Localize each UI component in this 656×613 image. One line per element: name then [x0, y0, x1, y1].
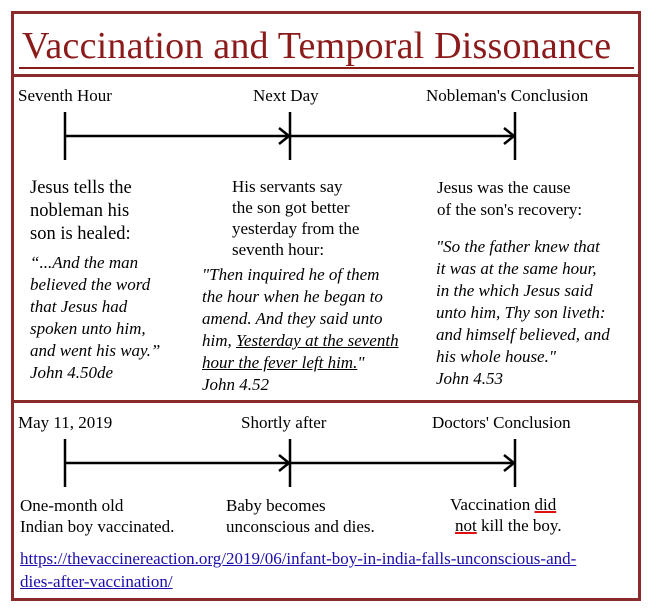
- gospel-col3-ref: John 4.53: [436, 369, 504, 388]
- gospel-col2-quote-4-underlined: Yesterday at the seventh: [236, 331, 399, 350]
- gospel-col3-quote-3: in the which Jesus said: [436, 281, 593, 300]
- gospel-col1-quote-4: spoken unto him,: [30, 319, 146, 338]
- gospel-label-seventh-hour: Seventh Hour: [18, 86, 112, 105]
- gospel-col3-quote-2: it was at the same hour,: [436, 259, 597, 278]
- gospel-col2-quote-5-suffix: ": [357, 353, 365, 372]
- gospel-col2-intro-3: yesterday from the: [232, 219, 360, 238]
- gospel-col2-quote-2: the hour when he began to: [202, 287, 383, 306]
- source-link[interactable]: [20, 547, 576, 593]
- vaccine-col1-line-2: Indian boy vaccinated.: [20, 517, 175, 536]
- page-title: Vaccination and Temporal Dissonance: [22, 25, 612, 67]
- vaccine-col3-emph-did: did: [534, 495, 557, 514]
- vaccine-col3-suffix: kill the boy.: [476, 516, 562, 535]
- gospel-col3-quote-6: his whole house.": [436, 347, 556, 366]
- vaccine-label-doctors-conclusion: Doctors' Conclusion: [432, 413, 571, 432]
- gospel-col2-quote-4: [202, 330, 399, 352]
- gospel-col2-intro-4: seventh hour:: [232, 240, 325, 259]
- gospel-col2-quote-5-underlined: hour the fever left him.: [202, 353, 358, 372]
- source-link-line-2[interactable]: dies-after-vaccination/: [20, 572, 173, 591]
- gospel-col1-intro-2: nobleman his: [30, 201, 130, 221]
- vaccine-col3-line-1: [450, 494, 556, 516]
- gospel-col1-intro-1: Jesus tells the: [30, 178, 132, 198]
- vaccine-col3-prefix: Vaccination: [450, 495, 535, 514]
- gospel-col2-ref: John 4.52: [202, 375, 270, 394]
- gospel-col1-quote-1: “...And the man: [30, 253, 139, 272]
- gospel-col2-quote-5: [202, 352, 364, 374]
- vaccine-timeline-arrows: [65, 439, 515, 487]
- gospel-col3-quote-1: "So the father knew that: [436, 237, 600, 256]
- vaccine-col2-line-2: unconscious and dies.: [226, 517, 375, 536]
- vaccine-col1-line-1: One-month old: [20, 496, 124, 515]
- gospel-col2-quote-4-prefix: him,: [202, 331, 236, 350]
- gospel-label-next-day: Next Day: [253, 86, 319, 105]
- gospel-label-nobleman-conclusion: Nobleman's Conclusion: [426, 86, 589, 105]
- gospel-col3-intro-2: of the son's recovery:: [437, 200, 583, 219]
- gospel-col1-intro-3: son is healed:: [30, 224, 131, 244]
- gospel-col3-quote-4: unto him, Thy son liveth:: [436, 303, 606, 322]
- vaccine-label-date: May 11, 2019: [18, 413, 113, 432]
- gospel-col1-quote-2: believed the word: [30, 275, 151, 294]
- gospel-col1-quote-3: that Jesus had: [30, 297, 128, 316]
- gospel-col2-quote-1: "Then inquired he of them: [202, 265, 380, 284]
- gospel-col2-quote-3: amend. And they said unto: [202, 309, 383, 328]
- source-link-line-1[interactable]: https://thevaccinereaction.org/2019/06/infant-boy-in-india-falls-unconscious-and-: [20, 549, 577, 568]
- gospel-col2-intro-1: His servants say: [232, 177, 343, 196]
- gospel-col3-quote-5: and himself believed, and: [436, 325, 610, 344]
- vaccine-col3-emph-not: not: [455, 516, 477, 535]
- vaccine-label-shortly-after: Shortly after: [241, 413, 327, 432]
- gospel-col1-quote-5: and went his way.”: [30, 341, 161, 360]
- vaccine-col2-line-1: Baby becomes: [226, 496, 326, 515]
- vaccine-col3-line-2: [455, 515, 562, 537]
- gospel-col3-intro-1: Jesus was the cause: [437, 178, 571, 197]
- gospel-timeline-arrows: [65, 112, 515, 160]
- gospel-col2-intro-2: the son got better: [232, 198, 350, 217]
- gospel-col1-ref: John 4.50de: [30, 363, 114, 382]
